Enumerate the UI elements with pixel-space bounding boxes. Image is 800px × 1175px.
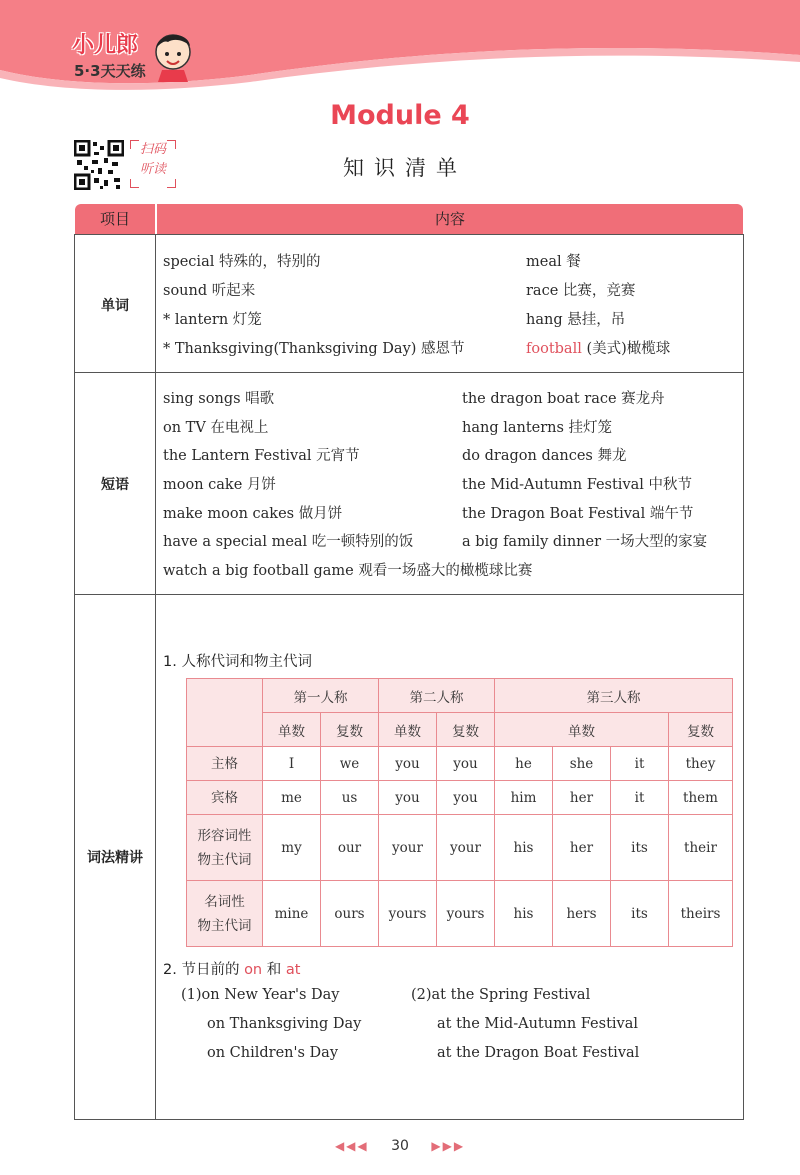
listen-label: 听读 bbox=[139, 162, 166, 177]
table-cell: its bbox=[611, 881, 669, 947]
table-cell: my bbox=[263, 815, 321, 881]
table-cell: your bbox=[437, 815, 495, 881]
word-entry: special 特殊的，特别的 bbox=[163, 254, 321, 270]
table-cell: their bbox=[669, 815, 733, 881]
table-cell: you bbox=[379, 747, 437, 781]
row-header-object: 宾格 bbox=[187, 781, 263, 815]
table-cell: his bbox=[495, 815, 553, 881]
phrase-entry: sing songs 唱歌 bbox=[163, 391, 275, 407]
phrase-entry: the Mid-Autumn Festival 中秋节 bbox=[462, 477, 693, 493]
table-cell: your bbox=[379, 815, 437, 881]
left-arrows-icon: ◀◀◀ bbox=[334, 1139, 369, 1153]
singular-header: 单数 bbox=[379, 713, 437, 747]
table-cell: you bbox=[437, 747, 495, 781]
plural-header: 复数 bbox=[437, 713, 495, 747]
row-header-line: 名词性 bbox=[204, 893, 245, 910]
table-cell: it bbox=[611, 747, 669, 781]
table-cell: we bbox=[321, 747, 379, 781]
word-entry: * lantern 灯笼 bbox=[163, 312, 262, 328]
row-divider bbox=[74, 372, 744, 373]
phrase-entry: watch a big football game 观看一场盛大的橄榄球比赛 bbox=[163, 563, 533, 579]
table-cell: they bbox=[669, 747, 733, 781]
word-entry-football bbox=[526, 337, 670, 358]
right-arrows-icon: ▶▶▶ bbox=[431, 1139, 466, 1153]
scan-label: 扫码 bbox=[139, 142, 166, 157]
table-cell: his bbox=[495, 881, 553, 947]
table-cell: him bbox=[495, 781, 553, 815]
page-footer bbox=[0, 1138, 800, 1154]
table-cell: it bbox=[611, 781, 669, 815]
table-cell: our bbox=[321, 815, 379, 881]
table-cell: yours bbox=[437, 881, 495, 947]
table-border bbox=[74, 234, 744, 235]
word-entry: race 比赛，竞赛 bbox=[526, 283, 636, 299]
column-header-content: 内容 bbox=[157, 204, 743, 234]
row-header-adjective-possessive bbox=[187, 815, 263, 881]
on-at-and: 和 bbox=[262, 962, 286, 978]
on-at-prefix: 2. 节日前的 bbox=[163, 962, 245, 978]
phrase-entry: the Lantern Festival 元宵节 bbox=[163, 448, 360, 464]
table-cell: hers bbox=[553, 881, 611, 947]
column-header-item: 项目 bbox=[75, 204, 155, 234]
table-cell: he bbox=[495, 747, 553, 781]
row-header-noun-possessive bbox=[187, 881, 263, 947]
word-entry: hang 悬挂，吊 bbox=[526, 312, 626, 328]
table-divider bbox=[155, 234, 156, 1120]
singular-header: 单数 bbox=[495, 713, 669, 747]
phrase-entry: do dragon dances 舞龙 bbox=[462, 448, 627, 464]
phrase-entry: make moon cakes 做月饼 bbox=[163, 506, 343, 522]
table-cell: mine bbox=[263, 881, 321, 947]
section-title: 知识清单 bbox=[343, 156, 467, 180]
table-cell: you bbox=[379, 781, 437, 815]
pronoun-table bbox=[186, 678, 733, 947]
phrase-entry: the dragon boat race 赛龙舟 bbox=[462, 391, 665, 407]
table-cell: ours bbox=[321, 881, 379, 947]
row-header-line: 物主代词 bbox=[197, 917, 252, 934]
football-word: football bbox=[526, 341, 582, 357]
table-cell: she bbox=[553, 747, 611, 781]
row-header-subject: 主格 bbox=[187, 747, 263, 781]
table-cell: I bbox=[263, 747, 321, 781]
table-cell: her bbox=[553, 781, 611, 815]
on-keyword: on bbox=[244, 962, 263, 978]
word-entry: sound 听起来 bbox=[163, 283, 256, 299]
on-example: on Thanksgiving Day bbox=[207, 1016, 362, 1032]
at-example: at the Mid-Autumn Festival bbox=[437, 1016, 639, 1032]
table-cell: yours bbox=[379, 881, 437, 947]
table-cell: its bbox=[611, 815, 669, 881]
word-entry: * Thanksgiving(Thanksgiving Day) 感恩节 bbox=[163, 341, 465, 357]
table-border bbox=[74, 234, 75, 1120]
phrases-label: 短语 bbox=[101, 477, 129, 493]
singular-header: 单数 bbox=[263, 713, 321, 747]
module-title: Module 4 bbox=[330, 100, 470, 131]
row-header-line: 物主代词 bbox=[197, 851, 252, 868]
on-at-heading bbox=[163, 958, 300, 979]
row-header-line: 形容词性 bbox=[197, 827, 252, 844]
word-entry: meal 餐 bbox=[526, 254, 581, 270]
grammar-label: 词法精讲 bbox=[87, 850, 143, 866]
table-cell: you bbox=[437, 781, 495, 815]
logo-subtitle: 5·3天天练 bbox=[74, 62, 146, 80]
page-number: 30 bbox=[391, 1138, 409, 1154]
third-person-header: 第三人称 bbox=[495, 679, 733, 713]
on-example: on Children's Day bbox=[207, 1045, 339, 1061]
table-border bbox=[74, 1119, 744, 1120]
table-cell: me bbox=[263, 781, 321, 815]
second-person-header: 第二人称 bbox=[379, 679, 495, 713]
phrase-entry: hang lanterns 挂灯笼 bbox=[462, 420, 613, 436]
plural-header: 复数 bbox=[669, 713, 733, 747]
phrase-entry: the Dragon Boat Festival 端午节 bbox=[462, 506, 694, 522]
logo-title: 小儿郎 bbox=[72, 33, 139, 58]
table-cell: them bbox=[669, 781, 733, 815]
on-example: (1)on New Year's Day bbox=[181, 987, 340, 1003]
phrase-entry: a big family dinner 一场大型的家宴 bbox=[462, 534, 708, 550]
football-meaning: (美式)橄榄球 bbox=[581, 341, 671, 357]
phrase-entry: on TV 在电视上 bbox=[163, 420, 269, 436]
boy-mascot-icon bbox=[150, 30, 196, 82]
at-example: (2)at the Spring Festival bbox=[411, 987, 591, 1003]
row-divider bbox=[74, 594, 744, 595]
at-example: at the Dragon Boat Festival bbox=[437, 1045, 640, 1061]
plural-header: 复数 bbox=[321, 713, 379, 747]
at-keyword: at bbox=[285, 962, 301, 978]
table-corner bbox=[187, 679, 263, 747]
table-cell: us bbox=[321, 781, 379, 815]
table-cell: her bbox=[553, 815, 611, 881]
table-border bbox=[743, 234, 744, 1120]
phrase-entry: moon cake 月饼 bbox=[163, 477, 276, 493]
words-label: 单词 bbox=[101, 298, 129, 314]
pronoun-heading: 1. 人称代词和物主代词 bbox=[163, 654, 312, 670]
table-cell: theirs bbox=[669, 881, 733, 947]
phrase-entry: have a special meal 吃一顿特别的饭 bbox=[163, 534, 414, 550]
first-person-header: 第一人称 bbox=[263, 679, 379, 713]
